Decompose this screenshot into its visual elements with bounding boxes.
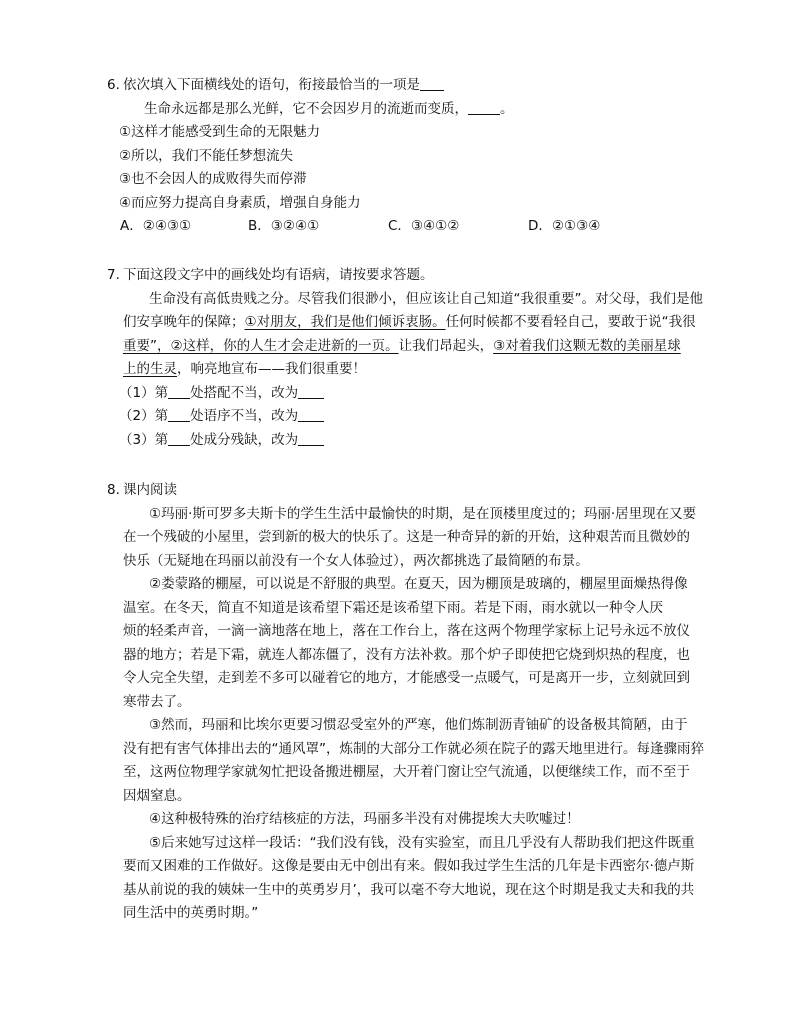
passage: 生命没有高低贵贱之分。尽管我们很渺小，但应该让自己知道“我很重要”。对父母，我们是他 们安享晚年的保障；①对朋友，我们是他们倾诉衷肠。任何时候都不要看轻自己，要敢于说“我很 重要”，②这样，你的人生才会走进新的一页。让我们昂起头，③对着我们这颗无数的美丽星球 上的生灵，响亮地宣布——我们很重要！ (123, 290, 703, 377)
statement-item: ④而应努力提高自身素质，增强自身能力 (119, 194, 361, 211)
question-stem: 课内阅读 (123, 482, 177, 498)
underlined-error-2: ②这样，你的人生才会走进新的一页。 (170, 337, 399, 354)
reading-paragraph-3: ③然而，玛丽和比埃尔更要习惯忍受室外的严寒，他们炼制沥青铀矿的设备极其简陋，由于 没有把有害气体排出去的“通风罩”，炼制的大部分工作就必须在院子的露天地里进行。每逢骤雨猝 至，这两位物理学家就匆忙把设备搬进棚屋，大开着门窗让空气流通，以便继续工作，而不至于 因烟窒息。 (123, 717, 704, 804)
option-c: C．③④①② (388, 218, 460, 234)
statement-item: ③也不会因人的成败得失而停滞 (119, 171, 307, 187)
sub-question: （1）第 处搭配不当，改为 (107, 382, 707, 406)
statement-item: ①这样才能感受到生命的无限魅力 (119, 124, 321, 140)
sub-question: （2）第 处语序不当，改为 (107, 405, 707, 429)
statement-item: ②所以，我们不能任梦想流失 (119, 147, 294, 164)
answer-options (107, 215, 707, 239)
question-number: 6. (107, 77, 120, 93)
reading-paragraph-2: ②娄蒙路的棚屋，可以说是不舒服的典型。在夏天，因为棚顶是玻璃的，棚屋里面燥热得像 温室。在冬天，简直不知道是该希望下霜还是该希望下雨。若是下雨，雨水就以一种令人厌 烦的轻柔声音，一滴一滴地落在地上，落在工作台上，落在这两个物理学家标上记号永远不放仪 器的地方；若是下霜，就连人都冻僵了，没有方法补救。那个炉子即使把它烧到炽热的程度，也 令人完全失望，走到差不多可以碰着它的地方，才能感受一点暖气，可是离开一步，立刻就回到 寒带去了。 (123, 576, 690, 710)
question-6: 6. 依次填入下面横线处的语句，衔接最恰当的一项是 生命永远都是那么光鲜，它不会因岁月的流逝而变质， 。 ①这样才能感受到生命的无限魅力 ②所以，我们不能任梦想流失 ③也不会因人的成败得失而停滞 ④而应努力提高自身素质，增强自身能力 A．②④③① B．③②④① C．③④①② D．②①③④ (107, 74, 707, 239)
question-stem: 依次填入下面横线处的语句，衔接最恰当的一项是 (123, 77, 420, 93)
question-stem: 下面这段文字中的画线处均有语病，请按要求答题。 (123, 267, 434, 283)
option-a: A．②④③① (120, 218, 192, 234)
question-7 (107, 264, 707, 452)
reading-paragraph-1: ①玛丽·斯可罗多夫斯卡的学生生活中最愉快的时期，是在顶楼里度过的；玛丽·居里现在又要 在一个残破的小屋里，尝到新的极大的快乐了。这是一种奇异的新的开始，这种艰苦而且微妙的 快乐（无疑地在玛丽以前没有一个女人体验过），两次都挑选了最简陋的布景。 (123, 505, 697, 569)
option-b: B．③②④① (248, 218, 320, 234)
question-number: 8. (107, 482, 120, 498)
question-8 (107, 479, 707, 926)
underlined-error-3: ③对着我们这颗无数的美丽星球 (493, 337, 681, 354)
option-d: D．②①③④ (528, 218, 601, 234)
reading-paragraph-4: ④这种极特殊的治疗结核症的方法，玛丽多半没有对佛提埃大夫吹嘘过！ (149, 811, 580, 827)
reading-paragraph-5: ⑤后来她写过这样一段话：“我们没有钱，没有实验室，而且几乎没有人帮助我们把这件既重 要而又困难的工作做好。这像是要由无中创出有来。假如我过学生生活的几年是卡西密尔·德卢斯 基从前说的我的姨妹一生中的英勇岁月’，我可以毫不夸大地说，现在这个时期是我丈夫和我的共 同生活中的英勇时期。” (123, 834, 695, 921)
question-number: 7. (107, 267, 120, 283)
answer-blank (420, 76, 444, 91)
underlined-error-1: ①对朋友，我们是他们倾诉衷肠。 (244, 314, 446, 330)
sub-question: （3）第 处成分残缺，改为 (107, 429, 707, 453)
fill-sentence: 生命永远都是那么光鲜，它不会因岁月的流逝而变质， (144, 100, 468, 117)
fill-blank (468, 100, 500, 115)
